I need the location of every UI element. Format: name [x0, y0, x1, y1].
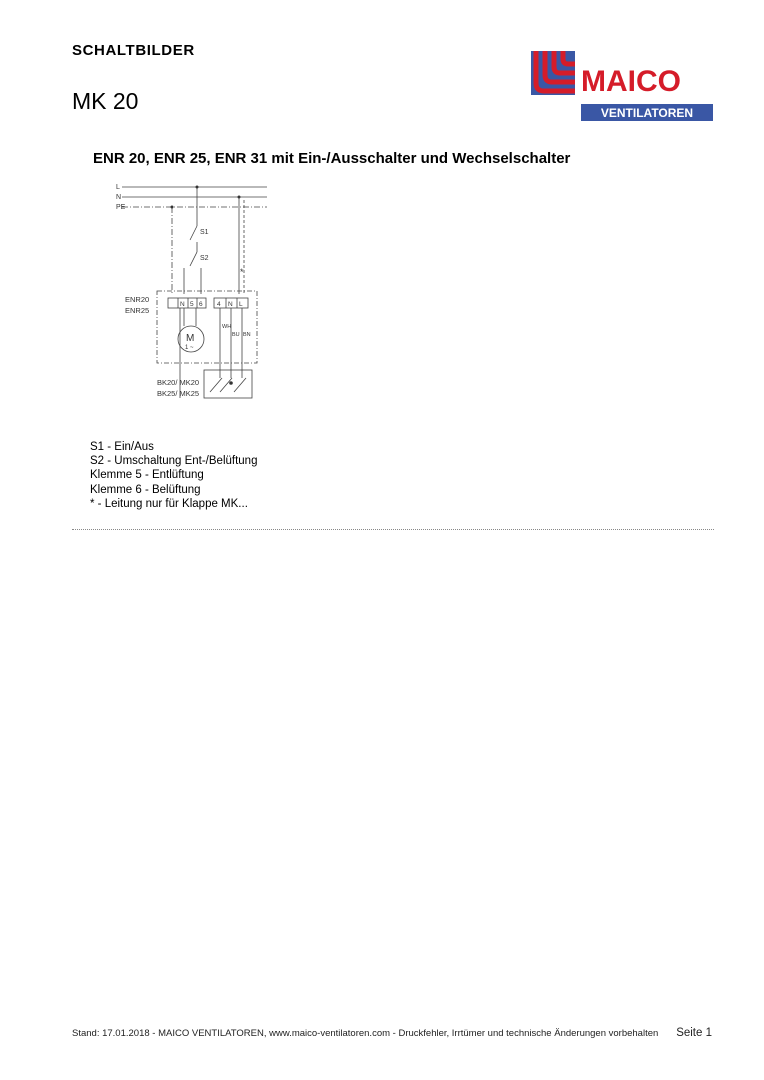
wire-bu: BU: [232, 332, 240, 338]
logo-brand: MAICO: [581, 65, 681, 98]
label-s2: S2: [200, 255, 209, 262]
label-pe: PE: [116, 204, 126, 211]
footer-text: Stand: 17.01.2018 - MAICO VENTILATOREN, www.maico-ventilatoren.com - Druckfehler, Irrtümer und technische Änderungen vorbehalten: [72, 1028, 659, 1039]
logo-subtitle: VENTILATOREN: [600, 106, 694, 120]
legend-item: * - Leitung nur für Klappe MK...: [90, 497, 248, 510]
legend-item: Klemme 5 - Entlüftung: [90, 469, 204, 482]
wire-wh: WH: [222, 324, 232, 330]
label-enr20: ENR20: [125, 295, 150, 304]
terminal-n2: N: [228, 301, 233, 308]
terminal-6: 6: [199, 301, 203, 308]
diagram-heading: ENR 20, ENR 25, ENR 31 mit Ein-/Ausschalter und Wechselschalter: [93, 150, 571, 167]
legend-item: S1 - Ein/Aus: [90, 441, 154, 453]
document-title: MK 20: [72, 88, 139, 114]
terminal-l: L: [239, 301, 243, 308]
label-star: *: [240, 267, 244, 277]
label-enr25: ENR25: [125, 306, 150, 315]
dotted-divider: [72, 529, 714, 530]
label-n: N: [116, 194, 122, 201]
terminal-4: 4: [217, 301, 221, 308]
section-label: SCHALTBILDER: [72, 42, 195, 59]
legend: [90, 440, 257, 511]
terminal-5: 5: [190, 301, 194, 308]
label-bk25: BK25/ MK25: [157, 389, 200, 398]
motor-phase: 1 ~: [185, 345, 194, 351]
label-bk20: BK20/ MK20: [157, 378, 200, 387]
terminal-n: N: [180, 301, 185, 308]
legend-item: Klemme 6 - Belüftung: [90, 483, 201, 496]
label-s1: S1: [200, 229, 209, 236]
wire-bn: BN: [243, 332, 251, 338]
maico-logo: [531, 51, 713, 121]
page-number: Seite 1: [676, 1027, 712, 1039]
motor-label: M: [186, 333, 195, 344]
label-l: L: [116, 184, 120, 191]
legend-item: S2 - Umschaltung Ent-/Belüftung: [90, 455, 258, 468]
wiring-schematic: [112, 178, 272, 408]
